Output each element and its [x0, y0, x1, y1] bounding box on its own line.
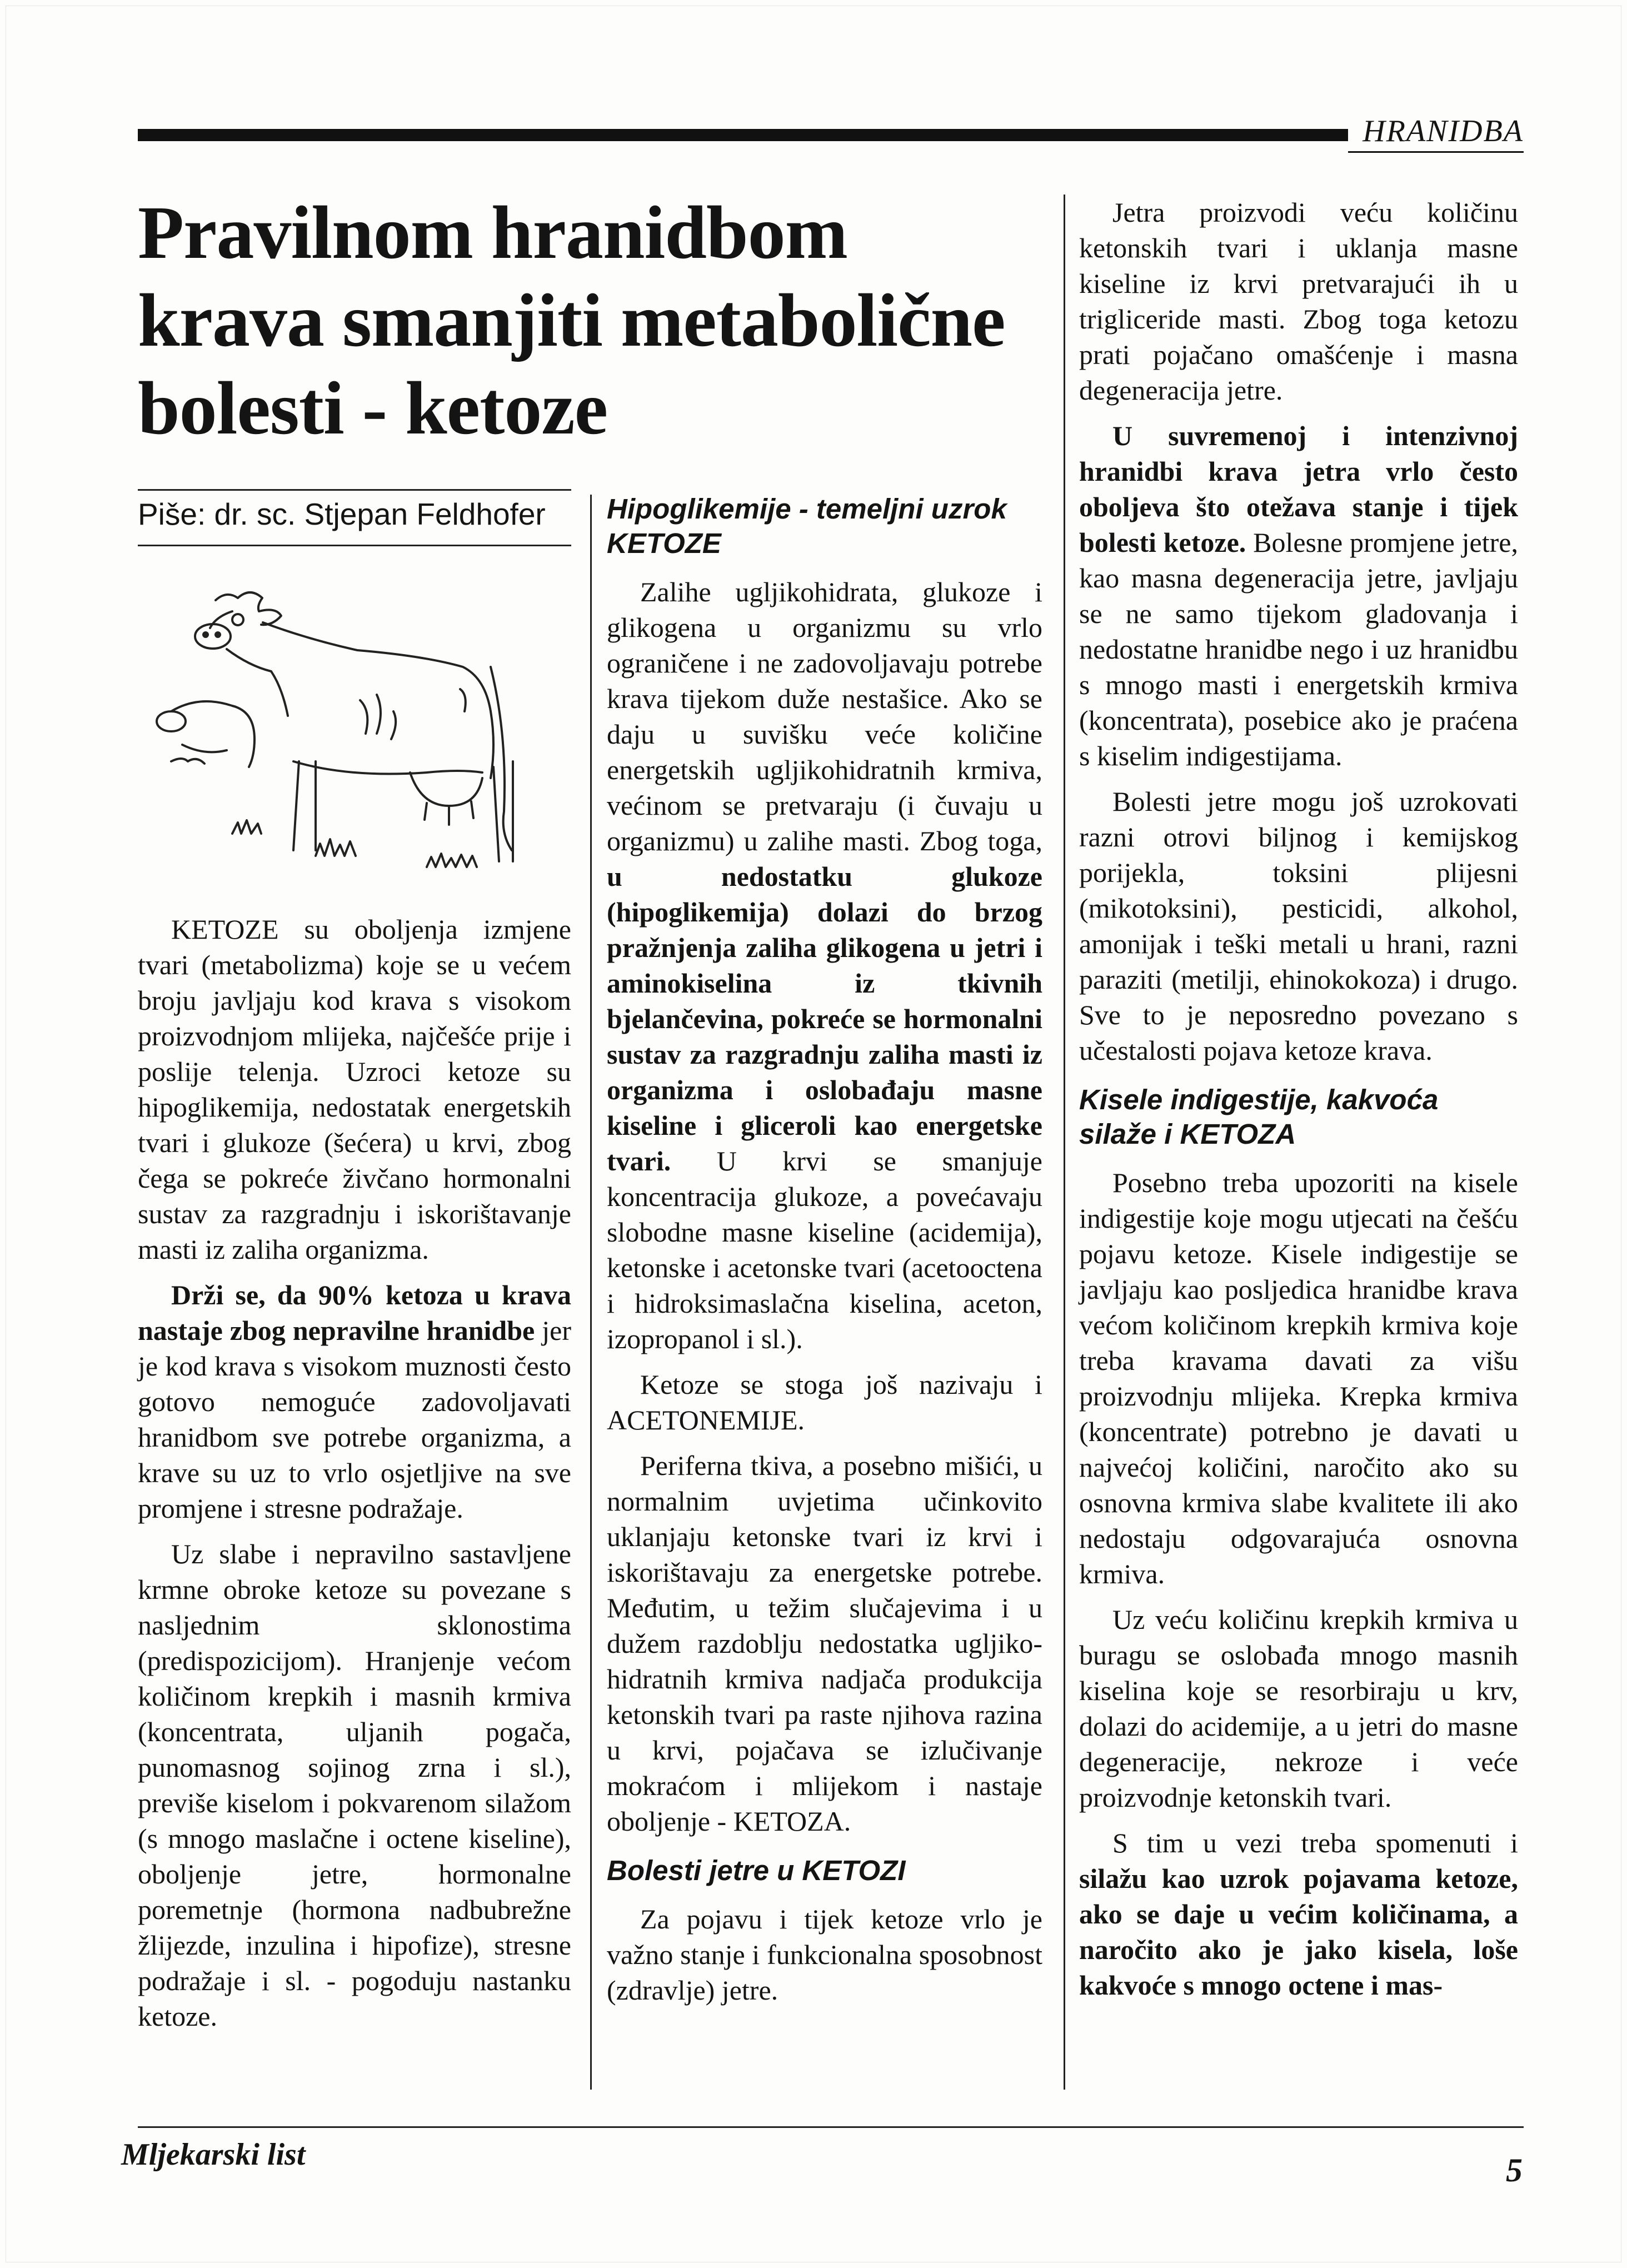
column-2 — [607, 492, 1042, 2018]
bold-text: Drži se, da 90% ketoza u krava nastaje zbog nepravilne hranidbe — [138, 1279, 571, 1346]
paragraph-text: jer je kod krava s visokom muznosti često gotovo nemoguće zadovoljavati hranidbom sve potrebe organizma, a krave su uz to vrlo osjetljive na sve promjene i stresne podražaje. — [138, 1315, 571, 1524]
column-rule-1 — [590, 495, 592, 2090]
header-thin-rule — [1348, 151, 1524, 153]
byline-rule-bottom — [138, 545, 571, 546]
paragraph-text: S tim u vezi treba spomenuti i — [1112, 1827, 1518, 1858]
paragraph: Ketoze se stoga još nazivaju i ACETONEMIJE. — [607, 1369, 1042, 1435]
paragraph: Uz slabe i nepravilno sastavljene krmne obroke ketoze su povezane s nasljednim sklonostima (predispozicijom). Hranjenje većom količinom krepkih i masnih krmiva (koncentrata, uljanih pogača, punomasnog sojinog zrna i sl.), previše kiselom i pokvarenom silažom (s mnogo maslačne i octene kiseline), oboljenje jetre, hormonalne poremetnje (hormona nadbubrežne žlijezde, inzulina i hipofize), stresne podražaje i sl. - pogoduju nastanku ketoze. — [138, 1538, 571, 2032]
paragraph-text: Zalihe ugljikohidrata, glukoze i glikogena u organizmu su vrlo ograničene i ne zadovoljavaju potrebe krava tijekom duže nestašice. Ako se daju u suvišku veće količine energetskih ugljikohidratnih krmiva, većinom se pretvaraju (i čuvaju u organizmu) u zalihe masti. Zbog toga, — [607, 576, 1042, 856]
subheading: Kisele indigestije, kakvoća silaže i KETOZA — [1079, 1084, 1439, 1150]
bold-text: silažu kao uzrok pojavama ketoze, ako se daje u većim količinama, a naročito ako je jako kisela, loše kakvoće s mnogo octene i mas- — [1079, 1863, 1518, 2001]
bold-text: u nedostatku glukoze (hipoglikemija) dolazi do brzog pražnjenja zaliha glikogena u jetri i aminokiselina iz tkivnih bjelančevina, pokreće se hormonalni sustav za razgradnju zaliha masti iz organizma i oslobađaju masne kiseline i gliceroli kao energetske tvari. — [607, 861, 1042, 1177]
bold-text: U suvremenoj i intenzivnoj hranidbi krava jetra vrlo često oboljeva što otežava stanje i tijek bolesti ketoze. — [1079, 420, 1518, 558]
column-3 — [1079, 195, 1518, 2013]
cow-illustration-icon — [149, 578, 582, 889]
article-title: Pravilnom hranidbom krava smanjiti metabolične bolesti - ketoze — [138, 191, 1005, 450]
paragraph: Jetra proizvodi veću količinu ketonskih tvari i uklanja masne kiseline iz krvi pretvarajući ih u trigliceride masti. Zbog toga ketozu prati pojačano omašćenje i masna degeneracija jetre. — [1079, 197, 1518, 406]
subheading: Hipoglikemije - temeljni uzrok KETOZE — [607, 493, 1007, 559]
footer-rule — [138, 2126, 1524, 2128]
column-rule-2 — [1064, 195, 1065, 2090]
paragraph: Periferna tkiva, a posebno mišići, u normalnim uvjetima učinkovito uklanjaju ketonske tvari iz krvi i iskorištavaju za energetske potrebe. Međutim, u težim slučajevima i u dužem razdoblju nedostatka ugljikohidratnih krmiva nadjača produkcija ketonskih tvari pa raste njihova razina u krvi, pojačava se izlučivanje mokraćom i mlijekom i nastaje oboljenje - KETOZA. — [607, 1450, 1042, 1837]
paragraph-text: U krvi se smanjuje koncentracija glukoze, a povećavaju slobodne masne kiseline (acidemija), ketonske i acetonske tvari (acetooctena i hidroksimaslačna kiselina, aceton, izopropanol i sl.). — [607, 1145, 1042, 1354]
paragraph-text: Bolesne promjene jetre, kao masna degeneracija jetre, javljaju se ne samo tijekom gladovanja i nedostatne hranidbe nego i uz hranidbu s mnogo masti i energetskih krmiva (koncentrata), posebice ako je praćena s kiselim indigestijama. — [1079, 527, 1518, 771]
paragraph — [138, 1277, 571, 1526]
header-thick-rule — [138, 129, 1348, 141]
byline-rule-top — [138, 489, 571, 491]
paragraph — [1079, 1825, 1518, 2003]
page-number: 5 — [1506, 2152, 1523, 2189]
paragraph: Za pojavu i tijek ketoze vrlo je važno stanje i funkcionalna sposobnost (zdravlje) jetre. — [607, 1903, 1042, 2006]
publication-name: Mljekarski list — [121, 2137, 306, 2172]
paragraph: Posebno treba upozoriti na kisele indigestije koje mogu utjecati na češću pojavu ketoze. Kisele indigestije se javljaju kao posljedica hranidbe krava većom količinom krepkih krmiva koje treba kravama davati za višu proizvodnju mlijeka. Krepka krmiva (koncentrate) potrebno je davati u najvećoj količini, naročito ako su osnovna krmiva slabe kvalitete ili ako nedostaju odgovarajuća osnovna krmiva. — [1079, 1167, 1518, 1589]
paragraph — [607, 574, 1042, 1357]
section-label: HRANIDBA — [1363, 114, 1524, 148]
byline: Piše: dr. sc. Stjepan Feldhofer — [138, 497, 546, 531]
paragraph: Bolesti jetre mogu još uzrokovati razni otrovi biljnog i kemijskog porijekla, toksini plijesni (mikotoksini), pesticidi, alkohol, amonijak i teški metali u hrani, razni paraziti (metilji, ehinokokoza) i drugo. Sve to je neposredno povezano s učestalosti pojava ketoze krava. — [1079, 786, 1518, 1066]
paragraph: Uz veću količinu krepkih krmiva u buragu se oslobađa mnogo masnih kiselina koje se resorbiraju u krv, dolazi do acidemije, a u jetri do masne degeneracije, nekroze i veće proizvodnje ketonskih tvari. — [1079, 1604, 1518, 1813]
column-1 — [138, 911, 571, 2044]
subheading: Bolesti jetre u KETOZI — [607, 1855, 906, 1886]
paragraph: KETOZE su oboljenja izmjene tvari (metabolizma) koje se u većem broju javljaju kod krava s visokom proizvodnjom mlijeka, najčešće prije i poslije telenja. Uzroci ketoze su hipoglikemija, nedostatak energetskih tvari i glukoze (šećera) u krvi, zbog čega se pokreće živčano hormonalni sustav za razgradnju i iskorištavanje masti iz zaliha organizma. — [138, 914, 571, 1265]
paragraph — [1079, 418, 1518, 774]
